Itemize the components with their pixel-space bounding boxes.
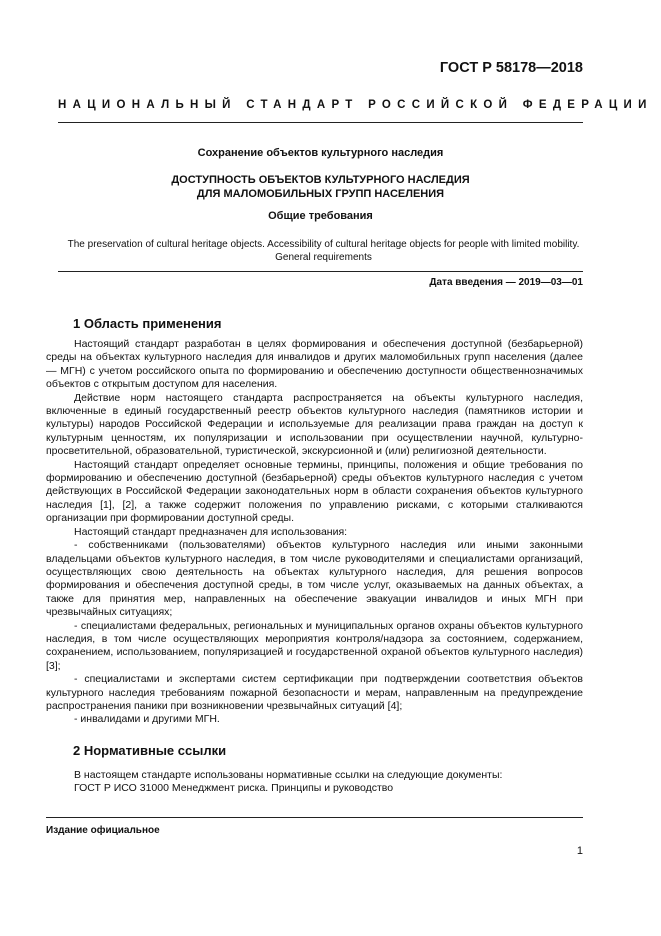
document-code: ГОСТ Р 58178—2018	[439, 60, 583, 76]
section-scope-body	[46, 338, 583, 727]
english-title	[36, 238, 611, 264]
document-subtitle: Сохранение объектов культурного наследия	[197, 147, 444, 159]
list-item: - специалистами и экспертами систем сертификации при подтверждении соответствия объектов культурного наследия требованиям пожарной безопасности и мерам, направленным на предупреждение распространения паники при возникновении чрезвычайных ситуаций [4];	[46, 673, 583, 712]
list-item: - инвалидами и другими МГН.	[74, 713, 220, 726]
english-title-line-2: General requirements	[275, 252, 372, 263]
section-references-body	[46, 769, 583, 796]
official-edition-label: Издание официальное	[46, 825, 160, 836]
title-divider	[58, 271, 583, 272]
introduction-date: Дата введения — 2019—03—01	[429, 277, 583, 288]
main-title-line-1: ДОСТУПНОСТЬ ОБЪЕКТОВ КУЛЬТУРНОГО НАСЛЕДИЯ	[171, 174, 470, 186]
main-title-line-2: ДЛЯ МАЛОМОБИЛЬНЫХ ГРУПП НАСЕЛЕНИЯ	[196, 188, 445, 200]
paragraph: Настоящий стандарт разработан в целях формирования и обеспечения доступной (безбарьерной) среды на объектах культурного наследия для инвалидов и других маломобильных групп населения (далее — МГН) с учетом российского опыта по формированию и обеспечению доступности общественнозначимых объектов с открытым доступом для населения.	[46, 338, 583, 391]
footer-divider	[46, 817, 583, 818]
paragraph: Действие норм настоящего стандарта распространяется на объекты культурного наследия, включенные в единый государственный реестр объектов культурного наследия (памятников истории и культуры) народов Российской Федерации и используемые для реализации права граждан на доступ к культурным ценностям, их популяризации и использовании при осуществлении научной, культурно-просветительной, образовательной, туристической, экскурсионной и (или) религиозной деятельности.	[46, 391, 583, 458]
section-heading-normative-references: 2 Нормативные ссылки	[73, 743, 227, 758]
paragraph: В настоящем стандарте использованы нормативные ссылки на следующие документы:	[74, 769, 503, 781]
general-requirements-label: Общие требования	[268, 210, 373, 222]
list-item: - специалистами федеральных, региональных и муниципальных органов охраны объектов культурного наследия, в том числе осуществляющих мероприятия контроля/надзора за состоянием, содержанием, сохранением, использованием, популяризацией и государственной охраной объектов культурного наследия) [3];	[46, 619, 583, 672]
section-heading-scope: 1 Область применения	[73, 316, 222, 331]
page-number: 1	[576, 845, 583, 857]
paragraph: ГОСТ Р ИСО 31000 Менеджмент риска. Принципы и руководство	[74, 782, 394, 795]
paragraph: Настоящий стандарт предназначен для использования:	[74, 525, 348, 538]
national-standard-title: НАЦИОНАЛЬНЫЙ СТАНДАРТ РОССИЙСКОЙ ФЕДЕРАЦИИ	[58, 99, 653, 111]
english-title-line-1: The preservation of cultural heritage objects. Accessibility of cultural heritage objects for people with limited mobility.	[67, 239, 580, 250]
list-item: - собственниками (пользователями) объектов культурного наследия или иными законными владельцами объектов культурного наследия, в том числе руководителями и специалистами организаций, осуществляющих свою деятельность на объектах культурного наследия, для решения вопросов формирования и обеспечения доступной среды, в том числе услуг, оказываемых на данных объектах, а также для принятия мер, направленных на обеспечение эвакуации инвалидов и иных МГН при чрезвычайных ситуациях;	[46, 539, 583, 619]
header-divider	[58, 122, 583, 123]
paragraph: Настоящий стандарт определяет основные термины, принципы, положения и общие требования по формированию и обеспечению доступной (безбарьерной) среды объектов культурного наследия с учетом действующих в Российской Федерации законодательных норм в области сохранения объектов культурного наследия [1], [2], а также содержит положения по управлению рисками, с которыми сталкиваются организации при формировании доступной среды.	[46, 458, 583, 525]
document-main-title	[40, 173, 601, 201]
